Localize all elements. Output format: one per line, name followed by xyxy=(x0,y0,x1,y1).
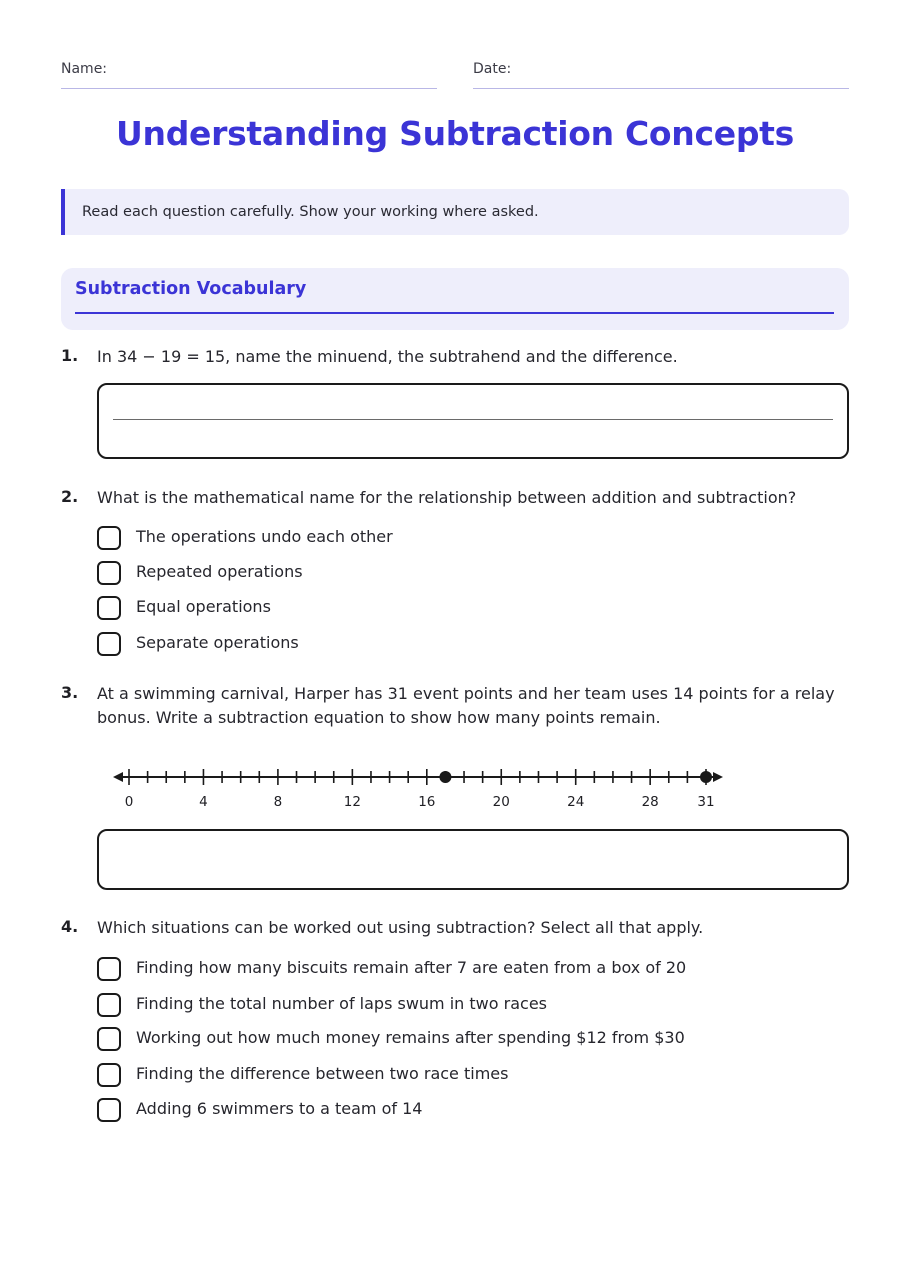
checkbox[interactable] xyxy=(97,1027,121,1051)
checkbox[interactable] xyxy=(97,632,121,656)
option-label: The operations undo each other xyxy=(136,527,393,546)
number-line-tick-label: 12 xyxy=(343,794,361,810)
question-2-number: 2. xyxy=(61,487,79,506)
number-line xyxy=(111,761,731,815)
question-4-text: Which situations can be worked out using subtraction? Select all that apply. xyxy=(97,918,704,937)
question-3-text-line1: At a swimming carnival, Harper has 31 event points and her team uses 14 points for a relay xyxy=(97,684,835,703)
question-2-text: What is the mathematical name for the relationship between addition and subtraction? xyxy=(97,488,797,507)
option-label: Finding the difference between two race times xyxy=(136,1064,509,1083)
checkbox[interactable] xyxy=(97,993,121,1017)
section-title: Subtraction Vocabulary xyxy=(75,279,307,299)
page-title: Understanding Subtraction Concepts xyxy=(116,114,794,153)
number-line-tick-label: 4 xyxy=(199,794,208,810)
header-fields xyxy=(61,61,849,89)
option-label: Separate operations xyxy=(136,633,299,652)
option-label: Equal operations xyxy=(136,597,271,616)
number-line-tick-label: 31 xyxy=(697,794,715,810)
arrow-left-icon xyxy=(113,772,123,782)
number-line-tick-label: 16 xyxy=(418,794,436,810)
section-header xyxy=(61,268,849,330)
option-label: Finding how many biscuits remain after 7 are eaten from a box of 20 xyxy=(136,958,687,977)
number-line-point xyxy=(700,771,712,783)
option-label: Working out how much money remains after spending $12 from $30 xyxy=(136,1028,685,1047)
number-line-point xyxy=(439,771,451,783)
question-3-text-line2: bonus. Write a subtraction equation to show how many points remain. xyxy=(97,708,661,727)
section-divider xyxy=(75,312,834,314)
date-field[interactable] xyxy=(473,61,849,89)
number-line-tick-label: 20 xyxy=(492,794,510,810)
option-label: Finding the total number of laps swum in two races xyxy=(136,994,547,1013)
option-label: Adding 6 swimmers to a team of 14 xyxy=(136,1099,423,1118)
checkbox[interactable] xyxy=(97,1063,121,1087)
checkbox[interactable] xyxy=(97,957,121,981)
checkbox[interactable] xyxy=(97,596,121,620)
number-line-tick-label: 0 xyxy=(124,794,134,810)
answer-line xyxy=(113,419,833,420)
option-label: Repeated operations xyxy=(136,562,303,581)
checkbox[interactable] xyxy=(97,526,121,550)
question-4-number: 4. xyxy=(61,917,79,936)
name-field[interactable] xyxy=(61,61,437,89)
name-label: Name: xyxy=(61,61,108,77)
question-1-number: 1. xyxy=(61,346,79,365)
checkbox[interactable] xyxy=(97,561,121,585)
number-line-tick-label: 24 xyxy=(567,794,585,810)
number-line-tick-label: 28 xyxy=(641,794,659,810)
question-1-text: In 34 − 19 = 15, name the minuend, the subtrahend and the difference. xyxy=(97,347,678,366)
number-line-labels xyxy=(125,794,715,810)
instructions-banner: Read each question carefully. Show your working where asked. xyxy=(61,189,849,235)
question-3-answer-box[interactable] xyxy=(97,829,849,890)
checkbox[interactable] xyxy=(97,1098,121,1122)
arrow-right-icon xyxy=(713,772,723,782)
number-line-tick-label: 8 xyxy=(273,794,283,810)
date-label: Date: xyxy=(473,61,512,77)
question-3-number: 3. xyxy=(61,683,79,702)
question-1-answer-box[interactable] xyxy=(97,383,849,459)
